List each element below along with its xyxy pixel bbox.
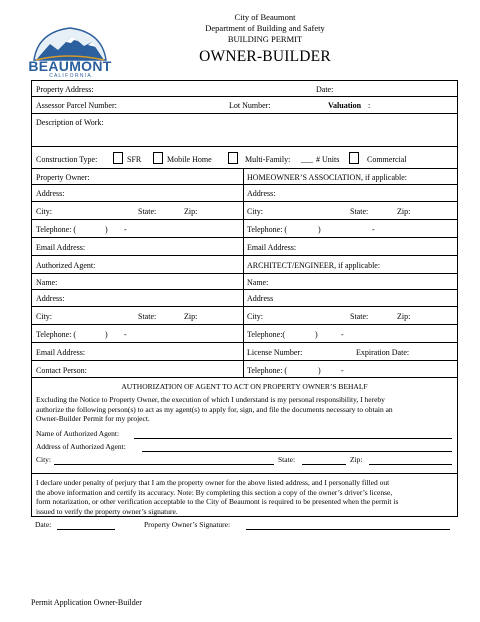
mobile-home-label: Mobile Home: [167, 155, 212, 164]
declaration-section: [32, 474, 457, 518]
commercial-checkbox[interactable]: [349, 152, 359, 164]
architect-telephone-cell: [243, 325, 459, 342]
architect-telephone-paren: ): [315, 330, 318, 339]
authorized-agent-label: Authorized Agent:: [36, 261, 96, 270]
declaration-date-label: Date:: [35, 520, 52, 529]
header-permit: BUILDING PERMIT: [227, 34, 303, 44]
owner-city-label: City:: [36, 207, 53, 216]
contact-person-label: Contact Person:: [36, 366, 87, 375]
agent-email-label: Email Address:: [36, 348, 86, 357]
license-cell: [243, 343, 459, 360]
row-owner-email: [32, 238, 457, 256]
valuation-colon: :: [368, 101, 371, 110]
sfr-label: SFR: [127, 155, 142, 164]
row-agent-city: [32, 307, 457, 325]
hoa-cell: [243, 169, 459, 184]
architect-cell: [243, 256, 459, 273]
agent-telephone-label: Telephone: (: [36, 330, 77, 339]
row-agent-email: [32, 343, 457, 361]
mobile-home-checkbox[interactable]: [153, 152, 163, 164]
page-title: OWNER-BUILDER: [199, 48, 331, 65]
contact-telephone-dash: -: [341, 366, 344, 375]
hoa-label: HOMEOWNER’S ASSOCIATION, if applicable:: [247, 173, 407, 182]
agent-zip-label: Zip:: [184, 312, 198, 321]
property-address-label: Property Address:: [36, 85, 94, 94]
row-owner-address: [32, 185, 457, 202]
valuation-label: Valuation: [328, 101, 362, 110]
contact-telephone-cell: [243, 361, 459, 377]
row-owner-telephone: [32, 220, 457, 238]
row-agent-name: [32, 274, 457, 290]
auth-state-line[interactable]: [302, 464, 346, 465]
city-logo: [28, 22, 112, 80]
hoa-telephone-label: Telephone: (: [247, 225, 288, 234]
logo-wordmark: BEAUMONT: [28, 58, 112, 74]
description-label: Description of Work:: [36, 118, 104, 127]
hoa-city-label: City:: [247, 207, 264, 216]
hoa-telephone-paren: ): [318, 225, 321, 234]
architect-name-cell: [243, 274, 459, 289]
logo-subtext: C A L I F O R N I A: [49, 73, 91, 79]
lot-number-label: Lot Number:: [229, 101, 271, 110]
construction-type-label: Construction Type:: [36, 155, 98, 164]
hoa-address-label: Address:: [247, 189, 276, 198]
row-construction-type: [32, 147, 457, 169]
hoa-zip-label: Zip:: [397, 207, 411, 216]
owner-zip-label: Zip:: [184, 207, 198, 216]
row-contact: [32, 361, 457, 378]
hoa-state-label: State:: [350, 207, 369, 216]
row-property-address: [32, 81, 457, 97]
declaration-line-2: the above information and certify its accuracy. Note: By completing this section a copy of the owner’s driver’s license,: [36, 487, 393, 497]
license-number-label: License Number:: [247, 348, 303, 357]
footer-text: Permit Application Owner-Builder: [31, 598, 142, 607]
architect-address-label: Address: [247, 294, 274, 303]
row-description: [32, 114, 457, 147]
architect-city-label: City:: [247, 312, 264, 321]
row-agent-telephone: [32, 325, 457, 343]
agent-telephone-paren: ): [105, 330, 108, 339]
owner-address-label: Address:: [36, 189, 65, 198]
owner-telephone-dash: -: [124, 225, 127, 234]
hoa-telephone-cell: [243, 220, 459, 237]
agent-address-line[interactable]: [142, 451, 452, 452]
row-agent: [32, 256, 457, 274]
agent-telephone-dash: -: [124, 330, 127, 339]
auth-zip-label: Zip:: [350, 455, 363, 464]
authorization-line-3: Owner-Builder Permit for my project.: [36, 414, 150, 423]
owner-state-label: State:: [138, 207, 157, 216]
hoa-address-cell: [243, 185, 459, 201]
authorization-section: [32, 378, 457, 474]
architect-address-cell: [243, 290, 459, 306]
property-owner-label: Property Owner:: [36, 173, 90, 182]
units-label: # Units: [316, 155, 340, 164]
agent-name-label: Name:: [36, 278, 58, 287]
hoa-telephone-dash: -: [372, 225, 375, 234]
row-owner: [32, 169, 457, 185]
owner-telephone-paren: ): [105, 225, 108, 234]
agent-name-line[interactable]: [134, 438, 452, 439]
auth-city-line[interactable]: [54, 464, 274, 465]
multi-family-checkbox[interactable]: [228, 152, 238, 164]
architect-name-label: Name:: [247, 278, 269, 287]
declaration-line-4: issued to verify the property owner’s signature.: [36, 506, 178, 516]
expiration-date-label: Expiration Date:: [356, 348, 410, 357]
authorization-line-2: authorize the following person(s) to act as my agent(s) to apply for, sign, and file the documents necessary to obtain an: [36, 404, 393, 414]
architect-telephone-label: Telephone:(: [247, 330, 286, 339]
date-label: Date:: [316, 85, 334, 94]
architect-telephone-dash: -: [341, 330, 344, 339]
hoa-email-cell: [243, 238, 459, 255]
owner-email-label: Email Address:: [36, 243, 86, 252]
agent-address-field-label: Address of Authorized Agent:: [36, 442, 126, 451]
declaration-date-line[interactable]: [57, 529, 115, 530]
hoa-city-cell: [243, 202, 459, 219]
auth-zip-line[interactable]: [369, 464, 452, 465]
architect-state-label: State:: [350, 312, 369, 321]
row-owner-city: [32, 202, 457, 220]
sfr-checkbox[interactable]: [113, 152, 123, 164]
agent-city-label: City:: [36, 312, 53, 321]
declaration-line-3: form notarization, or other verification acceptable to the City of Beaumont is required to be presented when the permit is: [36, 497, 399, 506]
multi-family-label: Multi-Family:: [245, 155, 291, 164]
header-city: City of Beaumont: [234, 12, 296, 22]
architect-zip-label: Zip:: [397, 312, 411, 321]
header-department: Department of Building and Safety: [205, 23, 325, 33]
architect-city-cell: [243, 307, 459, 324]
hoa-email-label: Email Address:: [247, 243, 297, 252]
assessor-parcel-label: Assessor Parcel Number:: [36, 101, 117, 110]
auth-state-label: State:: [278, 455, 296, 464]
authorization-heading: AUTHORIZATION OF AGENT TO ACT ON PROPERTY OWNER’S BEHALF: [121, 382, 368, 391]
agent-name-field-label: Name of Authorized Agent:: [36, 429, 120, 438]
owner-telephone-label: Telephone: (: [36, 225, 77, 234]
contact-telephone-paren: ): [318, 366, 321, 375]
signature-label: Property Owner’s Signature:: [144, 520, 231, 529]
commercial-label: Commercial: [367, 155, 407, 164]
permit-form: [31, 80, 458, 517]
architect-label: ARCHITECT/ENGINEER, if applicable:: [247, 261, 381, 270]
agent-address-label: Address:: [36, 294, 65, 303]
authorization-line-1: Excluding the Notice to Property Owner, the execution of which I understand is my personal responsibility, I hereby: [36, 395, 385, 404]
signature-line[interactable]: [246, 529, 450, 530]
agent-state-label: State:: [138, 312, 157, 321]
row-parcel: [32, 97, 457, 114]
row-agent-address: [32, 290, 457, 307]
contact-telephone-label: Telephone: (: [247, 366, 288, 375]
auth-city-label: City:: [36, 455, 52, 464]
declaration-line-1: I declare under penalty of perjury that I am the property owner for the above listed address, and I personally filled out: [36, 478, 390, 487]
units-blank[interactable]: ___: [301, 155, 313, 164]
